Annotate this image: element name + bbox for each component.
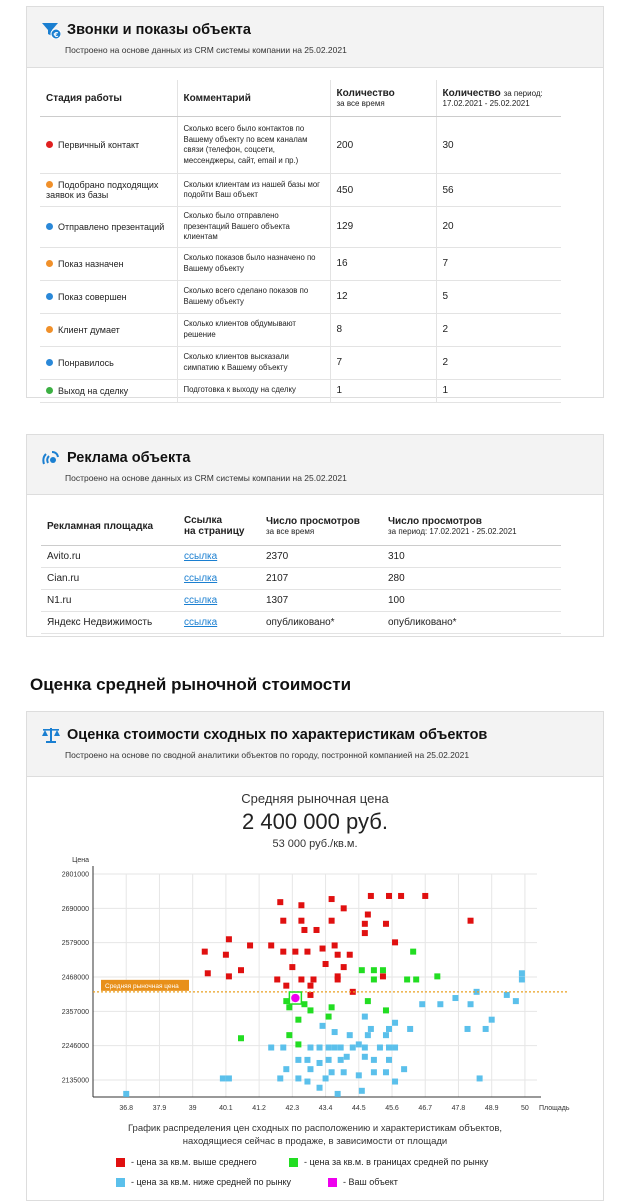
views-period-cell: 310 [382, 546, 561, 568]
data-point-above [202, 949, 208, 955]
data-point-in_range [238, 1035, 244, 1041]
ads-card [26, 434, 604, 637]
y-tick-label: 2579000 [61, 940, 89, 948]
data-point-in_range [410, 949, 416, 955]
data-point-above [298, 918, 304, 924]
data-point-below [452, 995, 458, 1001]
data-point-above [341, 905, 347, 911]
count-all-cell: 7 [330, 346, 436, 379]
col-views-period: Число просмотров за период: 17.02.2021 - 25.02.2021 [382, 507, 561, 546]
count-all-cell: 12 [330, 280, 436, 313]
ads-row [41, 612, 561, 634]
count-period-cell: 20 [436, 207, 561, 248]
data-point-below [341, 1069, 347, 1075]
avg-price-label: Средняя рыночная цена [241, 791, 389, 806]
ads-row [41, 568, 561, 590]
data-point-below [465, 1026, 471, 1032]
data-point-below [383, 1069, 389, 1075]
views-all-cell: 2370 [260, 546, 382, 568]
data-point-above [335, 976, 341, 982]
count-all-cell: 450 [330, 174, 436, 207]
data-point-below [332, 1029, 338, 1035]
data-point-below [356, 1041, 362, 1047]
calls-card [26, 6, 604, 398]
data-point-below [513, 998, 519, 1004]
y-tick-label: 2135000 [61, 1077, 89, 1085]
data-point-below [356, 1072, 362, 1078]
data-point-below [350, 1045, 356, 1051]
stage-cell: Клиент думает [40, 313, 177, 346]
data-point-in_range [295, 1041, 301, 1047]
platform-cell: N1.ru [41, 590, 178, 612]
y-axis-label: Цена [72, 857, 89, 864]
data-point-above [347, 952, 353, 958]
col-stage: Стадия работы [40, 80, 177, 117]
views-all-cell: опубликовано* [260, 612, 382, 634]
data-point-above [223, 952, 229, 958]
comment-cell: Сколько было отправлено презентаций Вашего объекта клиентам [177, 207, 330, 248]
data-point-below [386, 1045, 392, 1051]
views-all-cell: 2107 [260, 568, 382, 590]
status-dot-icon [46, 387, 53, 394]
data-point-above [362, 921, 368, 927]
broadcast-icon [41, 449, 61, 467]
x-tick-label: 47.8 [451, 1105, 466, 1112]
legend-below: - цена за кв.м. ниже средней по рынку [116, 1177, 291, 1187]
status-dot-icon [46, 293, 53, 300]
col-views-all: Число просмотров за все время [260, 507, 382, 546]
data-point-above [304, 949, 310, 955]
data-point-above [307, 992, 313, 998]
data-point-above [274, 976, 280, 982]
data-point-below [280, 1045, 286, 1051]
data-point-below [392, 1045, 398, 1051]
data-point-above [298, 902, 304, 908]
data-point-above [323, 961, 329, 967]
comment-cell: Сколько всего было контактов по Вашему объекту по всем каналам связи (телефон, соцсети, мессенджеры, сайт, email и пр.) [177, 117, 330, 174]
col-count-period: Количество за период: 17.02.2021 - 25.02.2021 [436, 80, 561, 117]
data-point-above [329, 918, 335, 924]
data-point-in_range [365, 998, 371, 1004]
ads-row [41, 546, 561, 568]
comment-cell: Скольки клиентам из нашей базы мог подойти Ваш объект [177, 174, 330, 207]
avg-price-tag-label: Средняя рыночная цена [105, 982, 179, 990]
x-tick-label: 43.4 [318, 1105, 333, 1112]
avg-price: 2 400 000 руб. [242, 809, 388, 834]
x-axis-label: Площадь [539, 1105, 570, 1112]
data-point-below [304, 1057, 310, 1063]
col-count-all: Количество за все время [330, 80, 436, 117]
legend-your-object: - Ваш объект [328, 1177, 398, 1187]
data-point-below [295, 1075, 301, 1081]
data-point-below [519, 970, 525, 976]
data-point-below [371, 1057, 377, 1063]
data-point-in_range [404, 976, 410, 982]
views-period-cell: 100 [382, 590, 561, 612]
data-point-above [238, 967, 244, 973]
data-point-below [317, 1085, 323, 1091]
views-all-cell: 1307 [260, 590, 382, 612]
calls-card-header [27, 7, 603, 68]
data-point-below [304, 1079, 310, 1085]
comment-cell: Сколько показов было назначено по Вашему объекту [177, 247, 330, 280]
status-dot-icon [46, 223, 53, 230]
price-scatter-chart [27, 852, 605, 1112]
data-point-in_range [383, 1007, 389, 1013]
data-point-above [314, 927, 320, 933]
data-point-below [268, 1045, 274, 1051]
data-point-below [307, 1045, 313, 1051]
link-cell [178, 546, 260, 568]
your-object-point [291, 994, 299, 1002]
data-point-above [283, 983, 289, 989]
col-link: Ссылка на страницу [178, 507, 260, 546]
x-tick-label: 44.5 [351, 1105, 366, 1112]
data-point-above [289, 964, 295, 970]
data-point-below [368, 1026, 374, 1032]
views-period-cell: 280 [382, 568, 561, 590]
valuation-card [26, 711, 604, 1201]
stage-cell: Выход на сделку [40, 379, 177, 402]
valuation-card-header [27, 712, 603, 777]
data-point-in_range [380, 967, 386, 973]
count-period-cell: 2 [436, 313, 561, 346]
platform-cell: Яндекс Недвижимость [41, 612, 178, 634]
link-cell [178, 590, 260, 612]
count-all-cell: 1 [330, 379, 436, 402]
data-point-below [295, 1057, 301, 1063]
data-point-in_range [413, 976, 419, 982]
comment-cell: Сколько всего сделано показов по Вашему объекту [177, 280, 330, 313]
x-tick-label: 45.6 [385, 1105, 399, 1112]
data-point-above [298, 976, 304, 982]
data-point-below [347, 1032, 353, 1038]
data-point-below [383, 1032, 389, 1038]
data-point-above [292, 949, 298, 955]
comment-cell: Сколько клиентов обдумывают решение [177, 313, 330, 346]
phone-funnel-icon [41, 21, 61, 39]
data-point-below [392, 1020, 398, 1026]
data-point-below [419, 1001, 425, 1007]
legend-swatch-red [116, 1158, 125, 1167]
data-point-below [277, 1075, 283, 1081]
status-dot-icon [46, 181, 53, 188]
data-point-in_range [307, 1007, 313, 1013]
ad-page-link[interactable]: ссылка [184, 617, 218, 628]
y-tick-label: 2468000 [61, 974, 89, 982]
data-point-above [307, 983, 313, 989]
data-point-in_range [295, 1017, 301, 1023]
ad-page-link[interactable]: ссылка [184, 551, 218, 562]
data-point-in_range [283, 998, 289, 1004]
data-point-below [362, 1045, 368, 1051]
data-point-below [504, 992, 510, 998]
data-point-above [383, 921, 389, 927]
data-point-below [407, 1026, 413, 1032]
data-point-below [320, 1023, 326, 1029]
x-tick-label: 46.7 [418, 1105, 433, 1112]
data-point-above [392, 939, 398, 945]
ad-page-link[interactable]: ссылка [184, 595, 218, 606]
count-period-cell: 1 [436, 379, 561, 402]
data-point-above [280, 918, 286, 924]
calls-table [40, 80, 561, 403]
data-point-above [341, 964, 347, 970]
data-point-below [329, 1069, 335, 1075]
valuation-subtitle: Построено на основе по сводной аналитики объектов по городу, постронной компанией на 25.02.2021 [65, 750, 470, 760]
data-point-above [422, 893, 428, 899]
x-tick-label: 36.8 [119, 1105, 134, 1112]
data-point-in_range [301, 1001, 307, 1007]
link-cell [178, 612, 260, 634]
data-point-below [386, 1026, 392, 1032]
data-point-below [338, 1045, 344, 1051]
legend-in-range: - цена за кв.м. в границах средней по рынку [289, 1157, 488, 1167]
calls-title: Звонки и показы объекта [67, 22, 251, 38]
data-point-below [323, 1075, 329, 1081]
data-point-below [362, 1054, 368, 1060]
data-point-below [519, 976, 525, 982]
data-point-below [335, 1091, 341, 1097]
status-dot-icon [46, 260, 53, 267]
ads-table [41, 507, 561, 634]
data-point-below [489, 1017, 495, 1023]
calls-row [40, 346, 561, 379]
data-point-below [371, 1069, 377, 1075]
comment-cell: Сколько клиентов высказали симпатию к Вашему объекту [177, 346, 330, 379]
stage-cell: Подобрано подходящих заявок из базы [40, 174, 177, 207]
data-point-above [329, 896, 335, 902]
stage-cell: Отправлено презентаций [40, 207, 177, 248]
y-tick-label: 2801000 [61, 871, 89, 879]
count-period-cell: 2 [436, 346, 561, 379]
ad-page-link[interactable]: ссылка [184, 573, 218, 584]
data-point-above [247, 942, 253, 948]
data-point-below [220, 1075, 226, 1081]
ads-subtitle: Построено на основе данных из CRM системы компании на 25.02.2021 [65, 473, 347, 483]
ads-row [41, 590, 561, 612]
legend-above: - цена за кв.м. выше среднего [116, 1157, 257, 1167]
data-point-above [226, 936, 232, 942]
data-point-above [368, 893, 374, 899]
platform-cell: Cian.ru [41, 568, 178, 590]
count-all-cell: 200 [330, 117, 436, 174]
stage-cell: Понравилось [40, 346, 177, 379]
link-cell [178, 568, 260, 590]
x-tick-label: 40.1 [219, 1105, 233, 1112]
valuation-section-title: Оценка средней рыночной стоимости [30, 675, 352, 694]
svg-text:€: € [53, 31, 59, 39]
x-tick-label: 48.9 [484, 1105, 499, 1112]
data-point-above [335, 952, 341, 958]
y-tick-label: 2357000 [61, 1008, 89, 1016]
count-all-cell: 16 [330, 247, 436, 280]
data-point-above [398, 893, 404, 899]
data-point-below [283, 1066, 289, 1072]
status-dot-icon [46, 359, 53, 366]
chart-caption-1: График распределения цен сходных по расположению и характеристикам объектов, [127, 1123, 503, 1134]
data-point-in_range [329, 1004, 335, 1010]
data-point-above [386, 893, 392, 899]
count-all-cell: 8 [330, 313, 436, 346]
comment-cell: Подготовка к выходу на сделку [177, 379, 330, 402]
chart-caption-2: находящиеся сейчас в продаже, в зависимости от площади [182, 1136, 448, 1147]
avg-price-per-m2: 53 000 руб./кв.м. [272, 838, 358, 850]
data-point-below [377, 1045, 383, 1051]
data-point-above [301, 927, 307, 933]
scales-icon [41, 726, 61, 744]
data-point-below [386, 1057, 392, 1063]
data-point-in_range [371, 967, 377, 973]
data-point-below [483, 1026, 489, 1032]
y-tick-label: 2690000 [61, 905, 89, 913]
x-tick-label: 50 [521, 1105, 529, 1112]
calls-row [40, 117, 561, 174]
data-point-above [205, 970, 211, 976]
data-point-above [380, 973, 386, 979]
stage-cell: Первичный контакт [40, 117, 177, 174]
data-point-below [338, 1057, 344, 1063]
data-point-below [226, 1075, 232, 1081]
data-point-below [468, 1001, 474, 1007]
ads-card-header [27, 435, 603, 495]
data-point-below [344, 1054, 350, 1060]
stage-cell: Показ совершен [40, 280, 177, 313]
data-point-below [332, 1045, 338, 1051]
data-point-below [307, 1066, 313, 1072]
calls-row [40, 280, 561, 313]
data-point-in_range [434, 973, 440, 979]
col-comment: Комментарий [177, 80, 330, 117]
valuation-title: Оценка стоимости сходных по характеристикам объектов [67, 727, 488, 743]
y-tick-label: 2246000 [61, 1043, 89, 1051]
data-point-below [365, 1032, 371, 1038]
data-point-above [277, 899, 283, 905]
data-point-below [477, 1075, 483, 1081]
data-point-below [326, 1057, 332, 1063]
data-point-in_range [359, 967, 365, 973]
count-all-cell: 129 [330, 207, 436, 248]
data-point-below [123, 1091, 129, 1097]
data-point-below [317, 1060, 323, 1066]
status-dot-icon [46, 141, 53, 148]
ads-title: Реклама объекта [67, 450, 191, 466]
calls-row [40, 313, 561, 346]
data-point-below [362, 1014, 368, 1020]
count-period-cell: 5 [436, 280, 561, 313]
data-point-in_range [326, 1014, 332, 1020]
data-point-below [326, 1045, 332, 1051]
data-point-above [268, 942, 274, 948]
data-point-in_range [371, 976, 377, 982]
data-point-below [401, 1066, 407, 1072]
calls-row [40, 247, 561, 280]
legend-swatch-magenta [328, 1178, 337, 1187]
data-point-below [392, 1079, 398, 1085]
legend-swatch-green [289, 1158, 298, 1167]
count-period-cell: 7 [436, 247, 561, 280]
data-point-above [280, 949, 286, 955]
data-point-above [362, 930, 368, 936]
x-tick-label: 39 [188, 1105, 197, 1112]
status-dot-icon [46, 326, 53, 333]
data-point-above [365, 912, 371, 918]
count-period-cell: 30 [436, 117, 561, 174]
x-tick-label: 37.9 [152, 1105, 167, 1112]
data-point-in_range [286, 1032, 292, 1038]
data-point-in_range [286, 1004, 292, 1010]
count-period-cell: 56 [436, 174, 561, 207]
calls-row [40, 207, 561, 248]
data-point-above [320, 946, 326, 952]
data-point-above [310, 976, 316, 982]
col-platform: Рекламная площадка [41, 507, 178, 546]
data-point-above [226, 973, 232, 979]
calls-subtitle: Построено на основе данных из CRM системы компании на 25.02.2021 [65, 45, 347, 55]
legend-swatch-blue [116, 1178, 125, 1187]
data-point-above [332, 942, 338, 948]
data-point-below [317, 1045, 323, 1051]
calls-row [40, 379, 561, 402]
calls-row [40, 174, 561, 207]
x-tick-label: 42.3 [285, 1105, 300, 1112]
data-point-below [437, 1001, 443, 1007]
data-point-above [468, 918, 474, 924]
x-tick-label: 41.2 [252, 1105, 266, 1112]
platform-cell: Avito.ru [41, 546, 178, 568]
stage-cell: Показ назначен [40, 247, 177, 280]
data-point-below [359, 1088, 365, 1094]
views-period-cell: опубликовано* [382, 612, 561, 634]
